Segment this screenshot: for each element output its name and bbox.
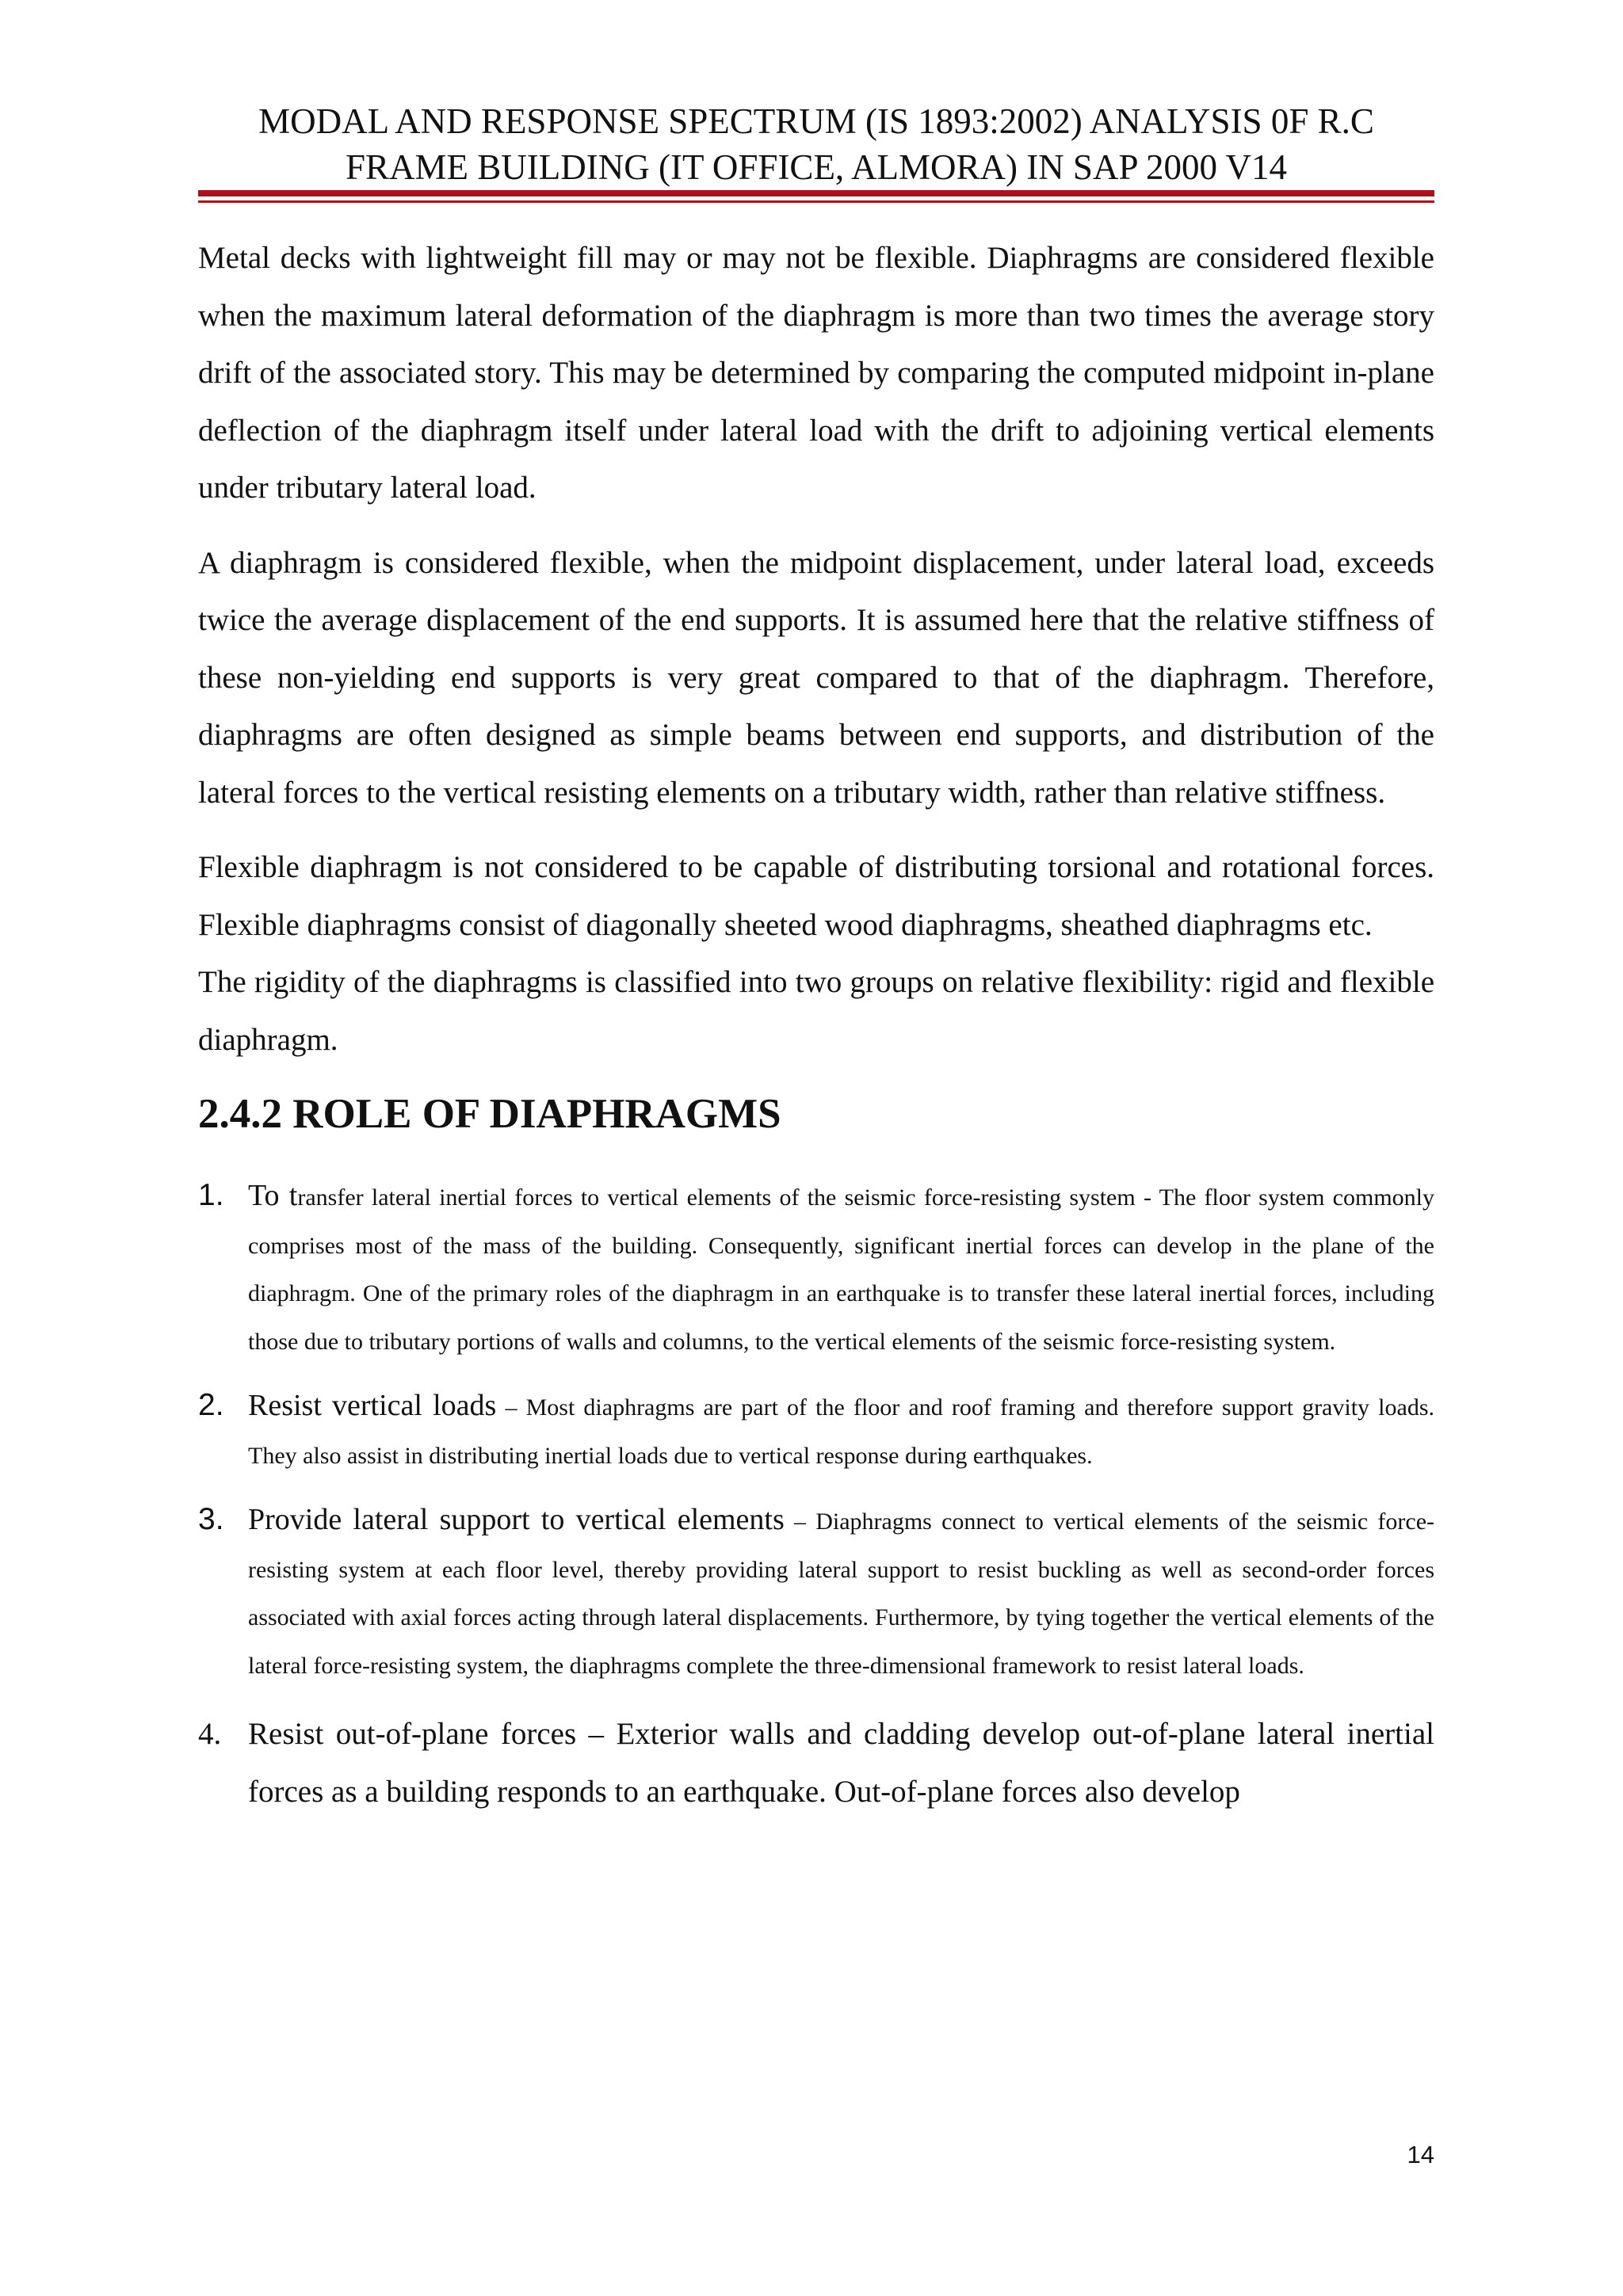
header-rule-thin [198, 200, 1434, 203]
paragraph-flexible-definition: A diaphragm is considered flexible, when the midpoint displacement, under lateral load, exceeds twice the average displacement of the end supports. It is assumed here that the relative stiffness of these non-yielding end supports is very great compared to that of the diaphragm. Therefore, diaphragms are often designed as simple beams between end supports, and distribution of the lateral forces to the vertical resisting elements on a tributary width, rather than relative stiffness. [198, 545, 1434, 810]
list-item-number: 1. [198, 1178, 224, 1212]
section-heading: 2.4.2 ROLE OF DIAPHRAGMS [198, 1091, 781, 1137]
page-body [198, 230, 1434, 1836]
list-item-body: – Diaphragms connect to vertical elements of the seismic force-resisting system at each floor level, thereby providing lateral support to resist buckling as well as second-order forces associated with axial forces acting through lateral displacements. Furthermore, by tying together the vertical elements of the lateral force-resisting system, the diaphragms complete the three-dimensional framework to resist lateral loads. [248, 1508, 1435, 1679]
list-item-body: – Most diaphragms are part of the floor and roof framing and therefore support gravity loads. They also assist in distributing inertial loads due to vertical response during earthquakes. [248, 1394, 1435, 1469]
list-item-text [248, 1496, 1434, 1690]
list-item-lead: To t [248, 1179, 298, 1212]
list-item-number: 2. [198, 1388, 224, 1422]
paragraph-flexible-torsion: Flexible diaphragm is not considered to be capable of distributing torsional and rotational forces. Flexible diaphragms consist of diagonally sheeted wood diaphragms, sheathed diaphragms etc. [198, 850, 1434, 942]
paragraph-metal-decks: Metal decks with lightweight fill may or may not be flexible. Diaphragms are considered flexible when the maximum lateral deformation of the diaphragm is more than two times the average story drift of the associated story. This may be determined by comparing the computed midpoint in-plane deflection of the diaphragm itself under lateral load with the drift to adjoining vertical elements under tributary lateral load. [198, 241, 1434, 505]
header-line-1: MODAL AND RESPONSE SPECTRUM (IS 1893:2002) ANALYSIS 0F R.C [258, 101, 1374, 141]
header-rule-thick [198, 190, 1434, 196]
list-item-text [248, 1382, 1434, 1480]
list-item [198, 1172, 1434, 1366]
header-line-2: FRAME BUILDING (IT OFFICE, ALMORA) IN SAP 2000 V14 [346, 147, 1287, 187]
list-item-body: ransfer lateral inertial forces to vertical elements of the seismic force-resisting system - The floor system commonly comprises most of the mass of the building. Consequently, significant inertial forces can develop in the plane of the diaphragm. One of the primary roles of the diaphragm in an earthquake is to transfer these lateral inertial forces, including those due to tributary portions of walls and columns, to the vertical elements of the seismic force-resisting system. [248, 1184, 1434, 1355]
list-item-number: 3. [198, 1502, 224, 1536]
list-item-lead: Provide lateral support to vertical elements [248, 1503, 785, 1536]
list-item-text [248, 1172, 1434, 1366]
paragraph-rigidity-groups: The rigidity of the diaphragms is classified into two groups on relative flexibility: rigid and flexible diaphragm. [198, 965, 1434, 1057]
list-item [198, 1382, 1434, 1480]
list-item-text: Resist out-of-plane forces – Exterior walls and cladding develop out-of-plane lateral inertial forces as a building responds to an earthquake. Out-of-plane forces also develop [248, 1717, 1434, 1809]
list-item-lead: Resist vertical loads [248, 1389, 497, 1422]
page-number: 14 [1407, 2141, 1434, 2168]
list-item-number: 4. [198, 1717, 222, 1751]
list-item [198, 1496, 1434, 1690]
list-item [198, 1706, 1434, 1821]
running-header [198, 98, 1434, 190]
roles-list [198, 1172, 1434, 1821]
